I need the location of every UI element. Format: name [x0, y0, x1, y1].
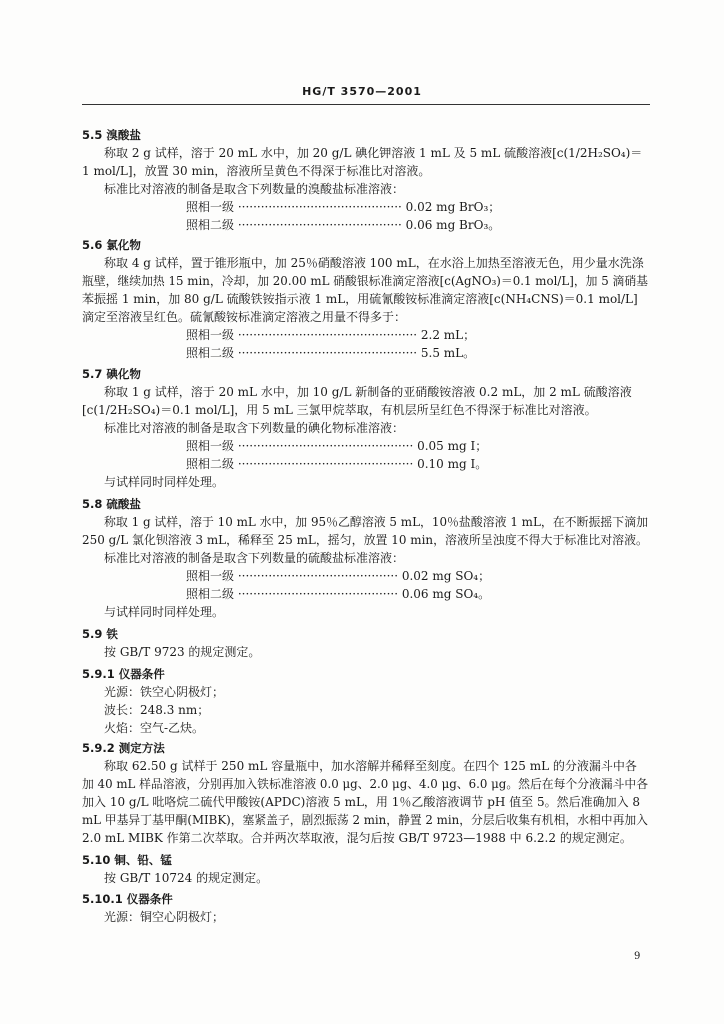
text-line: 称取 62.50 g 试样于 250 mL 容量瓶中，加水溶解并稀释至刻度。在四个 125 mL 的分液漏斗中各 [104, 759, 637, 773]
text-line: 照相一级 ·············································· 0.05 mg I； [186, 439, 488, 453]
section-heading: 5.6 氯化物 [82, 238, 141, 252]
text-line: 标准比对溶液的制备是取含下列数量的碘化物标准溶液： [104, 421, 405, 435]
text-line: 照相一级 ·········································· 0.02 mg SO₄； [186, 569, 491, 583]
text-line: 称取 4 g 试样，置于锥形瓶中，加 25％硝酸溶液 100 mL，在水浴上加热至溶液无色，用少量水洗涤 [104, 256, 644, 270]
text-line: 标准比对溶液的制备是取含下列数量的溴酸盐标准溶液： [104, 182, 405, 196]
text-line: [c(1/2H₂SO₄)＝0.1 mol/L]，用 5 mL 三氯甲烷萃取，有机层所呈红色不得深于标准比对溶液。 [82, 403, 597, 417]
text-line: 按 GB/T 9723 的规定测定。 [104, 645, 261, 659]
text-line: 瓶壁，继续加热 15 min，冷却，加 20.00 mL 硝酸银标准滴定溶液[c(AgNO₃)＝0.1 mol/L]，加 5 滴硝基 [82, 274, 649, 288]
section-heading: 5.9.2 测定方法 [82, 741, 165, 755]
text-line: 波长：248.3 nm； [104, 703, 210, 717]
text-line: 称取 2 g 试样，溶于 20 mL 水中，加 20 g/L 碘化钾溶液 1 mL 及 5 mL 硫酸溶液[c(1/2H₂SO₄)＝ [104, 146, 643, 160]
section-heading: 5.10.1 仪器条件 [82, 892, 173, 906]
text-line: 苯振摇 1 min，加 80 g/L 硫酸铁铵指示液 1 mL，用硫氰酸铵标准滴定溶液[c(NH₄CNS)＝0.1 mol/L] [82, 292, 638, 306]
text-line: 滴定至溶液呈红色。硫氰酸铵标准滴定溶液之用量不得多于： [82, 310, 407, 324]
text-line: 与试样同时同样处理。 [104, 475, 225, 489]
section-heading: 5.9.1 仪器条件 [82, 667, 165, 681]
text-line: 按 GB/T 10724 的规定测定。 [104, 871, 269, 885]
text-line: 光源：铁空心阴极灯； [104, 685, 225, 699]
section-heading: 5.8 硫酸盐 [82, 497, 141, 511]
section-heading: 5.7 碘化物 [82, 367, 141, 381]
standard-code-header: HG/T 3570—2001 [302, 85, 422, 98]
text-line: 与试样同时同样处理。 [104, 605, 225, 619]
text-line: mL 甲基异丁基甲酮(MIBK)，塞紧盖子，剧烈振荡 2 min，静置 2 min，分层后收集有机相，水相中再加入 [82, 813, 648, 827]
page-number: 9 [634, 951, 641, 962]
text-line: 照相二级 ·········································· 0.06 mg SO₄。 [186, 587, 491, 601]
section-heading: 5.9 铁 [82, 627, 118, 641]
text-line: 标准比对溶液的制备是取含下列数量的硫酸盐标准溶液： [104, 551, 405, 565]
text-line: 称取 1 g 试样，溶于 10 mL 水中，加 95％乙醇溶液 5 mL，10％盐酸溶液 1 mL，在不断振摇下滴加 [104, 515, 649, 529]
text-line: 2.0 mL MIBK 作第二次萃取。合并两次萃取液，混匀后按 GB/T 9723—1988 中 6.2.2 的规定测定。 [82, 831, 632, 845]
text-line: 加入 10 g/L 吡咯烷二硫代甲酸铵(APDC)溶液 5 mL，用 1％乙酸溶液调节 pH 值至 5。然后准确加入 8 [82, 795, 641, 809]
text-line: 称取 1 g 试样，溶于 20 mL 水中，加 10 g/L 新制备的亚硝酸铵溶液 0.2 mL，加 2 mL 硫酸溶液 [104, 385, 632, 399]
text-line: 火焰：空气-乙炔。 [104, 721, 205, 735]
text-line: 照相一级 ··············································· 2.2 mL； [186, 328, 476, 342]
section-heading: 5.5 溴酸盐 [82, 128, 141, 142]
text-line: 光源：铜空心阴极灯； [104, 910, 225, 924]
text-line: 250 g/L 氯化钡溶液 3 mL，稀释至 25 mL，摇匀，放置 10 min，溶液所呈浊度不得大于标准比对溶液。 [82, 533, 648, 547]
text-line: 照相二级 ··········································· 0.06 mg BrO₃。 [186, 218, 501, 232]
text-line: 照相二级 ··············································· 5.5 mL。 [186, 346, 476, 360]
text-line: 照相二级 ·············································· 0.10 mg I。 [186, 457, 488, 471]
text-line: 加 40 mL 样品溶液，分别再加入铁标准溶液 0.0 μg、2.0 μg、4.0 μg、6.0 μg。然后在每个分液漏斗中各 [82, 777, 649, 791]
text-line: 照相一级 ··········································· 0.02 mg BrO₃； [186, 200, 501, 214]
section-heading: 5.10 铜、铅、锰 [82, 853, 172, 867]
header-rule [82, 104, 650, 105]
text-line: 1 mol/L]，放置 30 min，溶液所呈黄色不得深于标准比对溶液。 [82, 164, 431, 178]
